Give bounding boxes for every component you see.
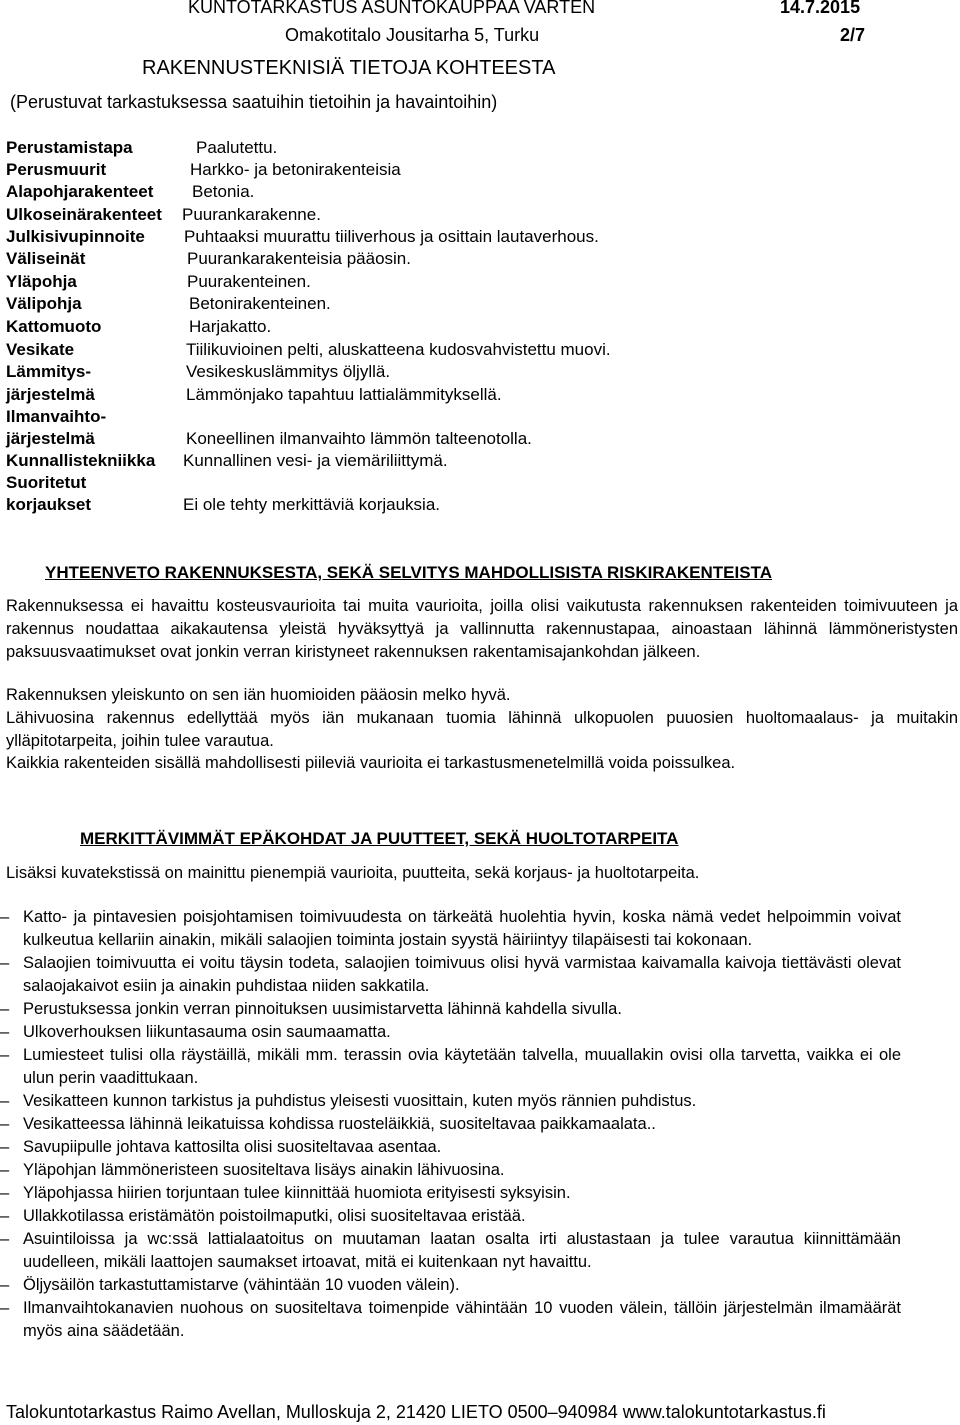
list-item-text: Lumiesteet tulisi olla räystäillä, mikäli mm. terassin ovia käytetään talvella, muuallakin ovisi olla tarvetta, vaikka ei ole ulun perin vaadittukaan.: [23, 1046, 901, 1087]
spec-label: Lämmitys-: [6, 362, 92, 381]
spec-value: Koneellinen ilmanvaihto lämmön talteenotolla.: [186, 429, 532, 448]
bullet-dash: –: [0, 1299, 10, 1317]
bullet-dash: –: [0, 1138, 10, 1156]
bullet-dash: –: [0, 1161, 10, 1179]
spec-value: Puurakenteinen.: [187, 272, 311, 291]
list-item: [0, 998, 901, 1021]
spec-label: Väliseinät: [6, 249, 86, 268]
spec-label: korjaukset: [6, 495, 92, 514]
bullet-dash: –: [0, 1207, 10, 1225]
spec-label: Suoritetut: [6, 473, 87, 492]
summary-heading: YHTEENVETO RAKENNUKSESTA, SEKÄ SELVITYS MAHDOLLISISTA RISKIRAKENTEISTA: [45, 563, 772, 582]
bullet-dash: –: [0, 1092, 10, 1110]
list-item: [0, 952, 901, 998]
spec-value: Vesikeskuslämmitys öljyllä.: [186, 362, 391, 381]
list-item-text: Vesikatteessa lähinnä leikatuissa kohdissa ruosteläikkiä, suositeltavaa paikkamaalata..: [23, 1115, 656, 1133]
spec-value: Harkko- ja betonirakenteisia: [190, 160, 401, 179]
spec-value: Harjakatto.: [189, 317, 272, 336]
spec-value: Puurankarakenteisia pääosin.: [187, 249, 411, 268]
defects-list: [0, 906, 901, 1343]
list-item: [0, 1090, 901, 1113]
bullet-dash: –: [0, 1023, 10, 1041]
bullet-dash: –: [0, 1230, 10, 1248]
list-item: [0, 1205, 901, 1228]
bullet-dash: –: [0, 1115, 10, 1133]
list-item: [0, 1297, 901, 1343]
spec-value: Puurankarakenne.: [182, 205, 321, 224]
spec-value: Betonia.: [192, 182, 255, 201]
spec-label: Ilmanvaihto-: [6, 407, 107, 426]
summary-paragraph: Kaikkia rakenteiden sisällä mahdollisesti piileviä vaurioita ei tarkastusmenetelmillä voida poissulkea.: [6, 754, 736, 772]
page-footer: Talokuntotarkastus Raimo Avellan, Mulloskuja 2, 21420 LIETO 0500–940984 www.talokuntotarkastus.fi: [6, 1402, 826, 1422]
report-title: KUNTOTARKASTUS ASUNTOKAUPPAA VARTEN: [188, 0, 596, 17]
summary-paragraph: Rakennuksen yleiskunto on sen iän huomioiden pääosin melko hyvä.: [6, 686, 511, 704]
summary-paragraph: Lähivuosina rakennus edellyttää myös iän mukanaan tuomia lähinnä ulkopuolen puuosien huoltomaalaus- ja muitakin ylläpitotarpeita, joihin tulee varautua.: [6, 709, 958, 750]
bullet-dash: –: [0, 908, 10, 926]
spec-value: Betonirakenteinen.: [189, 294, 331, 313]
spec-label: Perustamistapa: [6, 138, 133, 157]
spec-value: Paalutettu.: [196, 138, 278, 157]
list-item-text: Ilmanvaihtokanavien nuohous on suositeltava toimenpide vähintään 10 vuoden välein, tällöin järjestelmän ilmamäärät myös aina säädetään.: [23, 1299, 901, 1340]
section-title: RAKENNUSTEKNISIÄ TIETOJA KOHTEESTA: [142, 57, 556, 79]
spec-label: Kattomuoto: [6, 317, 102, 336]
list-item: [0, 1274, 901, 1297]
list-item-text: Öljysäilön tarkastuttamistarve (vähintään 10 vuoden välein).: [23, 1276, 460, 1294]
list-item: [0, 1044, 901, 1090]
defects-intro: Lisäksi kuvatekstissä on mainittu pienempiä vaurioita, puutteita, sekä korjaus- ja huoltotarpeita.: [6, 864, 700, 882]
list-item-text: Ullakkotilassa eristämätön poistoilmaputki, olisi suositeltavaa eristää.: [23, 1207, 526, 1225]
spec-label: Välipohja: [6, 294, 82, 313]
spec-label: Alapohjarakenteet: [6, 182, 154, 201]
spec-label: Kunnallistekniikka: [6, 451, 156, 470]
spec-label: Julkisivupinnoite: [6, 227, 145, 246]
list-item-text: Ulkoverhouksen liikuntasauma osin saumaamatta.: [23, 1023, 391, 1041]
defects-heading: MERKITTÄVIMMÄT EPÄKOHDAT JA PUUTTEET, SEKÄ HUOLTOTARPEITA: [80, 829, 679, 848]
list-item-text: Katto- ja pintavesien poisjohtamisen toimivuudesta on tärkeätä huolehtia hyvin, koska nämä vedet helpoimmin voivat kulkeutua kellariin ainakin, mikäli salaojien toiminta jostain syystä häiriintyy tilapäisesti tai kokonaan.: [23, 908, 901, 949]
spec-label: Yläpohja: [6, 272, 77, 291]
list-item-text: Asuintiloissa ja wc:ssä lattialaatoitus on muutaman laatan osalta irti alustastaan ja tulee varautua kiinnittämään uudelleen, mikäli laattojen saumakset irtoavat, mitä ei kuitenkaan nyt havaittu.: [23, 1230, 901, 1271]
list-item-text: Perustuksessa jonkin verran pinnoituksen uusimistarvetta lähinnä kahdella sivulla.: [23, 1000, 622, 1018]
spec-label: järjestelmä: [6, 429, 95, 448]
report-date: 14.7.2015: [780, 0, 861, 17]
bullet-dash: –: [0, 1046, 10, 1064]
spec-label: järjestelmä: [6, 385, 95, 404]
list-item: [0, 906, 901, 952]
spec-label: Ulkoseinärakenteet: [6, 205, 162, 224]
list-item-text: Vesikatteen kunnon tarkistus ja puhdistus yleisesti vuosittain, kuten myös rännien puhdistus.: [23, 1092, 697, 1110]
list-item: [0, 1159, 901, 1182]
spec-label: Perusmuurit: [6, 160, 107, 179]
spec-value: Kunnallinen vesi- ja viemäriliittymä.: [183, 451, 448, 470]
list-item: [0, 1136, 901, 1159]
list-item-text: Salaojien toimivuutta ei voitu täysin todeta, salaojien toimivuus olisi hyvä varmistaa kaivamalla kaivoja tiettävästi olevat salaojakaivot esiin ja ainakin puhdistaa niiden sakkatila.: [23, 954, 901, 995]
spec-value: Lämmönjako tapahtuu lattialämmityksellä.: [186, 385, 502, 404]
list-item-text: Yläpohjan lämmöneristeen suositeltava lisäys ainakin lähivuosina.: [23, 1161, 505, 1179]
spec-value: Ei ole tehty merkittäviä korjauksia.: [183, 495, 440, 514]
bullet-dash: –: [0, 1184, 10, 1202]
spec-label: Vesikate: [6, 340, 75, 359]
property-address: Omakotitalo Jousitarha 5, Turku: [285, 25, 540, 45]
summary-paragraph: Rakennuksessa ei havaittu kosteusvaurioita tai muita vaurioita, joilla olisi vaikutusta rakennuksen rakenteiden toimivuuteen ja rakennus noudattaa aikakautensa yleistä hyväksyttyä ja vallinnutta rakennustapaa, ainoastaan lähinnä lämmöneristysten paksuusvaatimukset ovat jonkin verran kiristyneet rakennuksen rakentamisajankohdan jälkeen.: [6, 597, 958, 661]
bullet-dash: –: [0, 1276, 10, 1294]
list-item: [0, 1228, 901, 1274]
list-item-text: Yläpohjassa hiirien torjuntaan tulee kiinnittää huomiota erityisesti syksyisin.: [23, 1184, 571, 1202]
list-item: [0, 1113, 901, 1136]
page-number: 2/7: [840, 25, 866, 45]
bullet-dash: –: [0, 1000, 10, 1018]
spec-value: Tiilikuvioinen pelti, aluskatteena kudosvahvistettu muovi.: [186, 340, 611, 359]
list-item: [0, 1021, 901, 1044]
list-item: [0, 1182, 901, 1205]
list-item-text: Savupiipulle johtava kattosilta olisi suositeltavaa asentaa.: [23, 1138, 442, 1156]
section-subtitle: (Perustuvat tarkastuksessa saatuihin tietoihin ja havaintoihin): [10, 92, 498, 112]
spec-value: Puhtaaksi muurattu tiiliverhous ja osittain lautaverhous.: [184, 227, 599, 246]
bullet-dash: –: [0, 954, 10, 972]
